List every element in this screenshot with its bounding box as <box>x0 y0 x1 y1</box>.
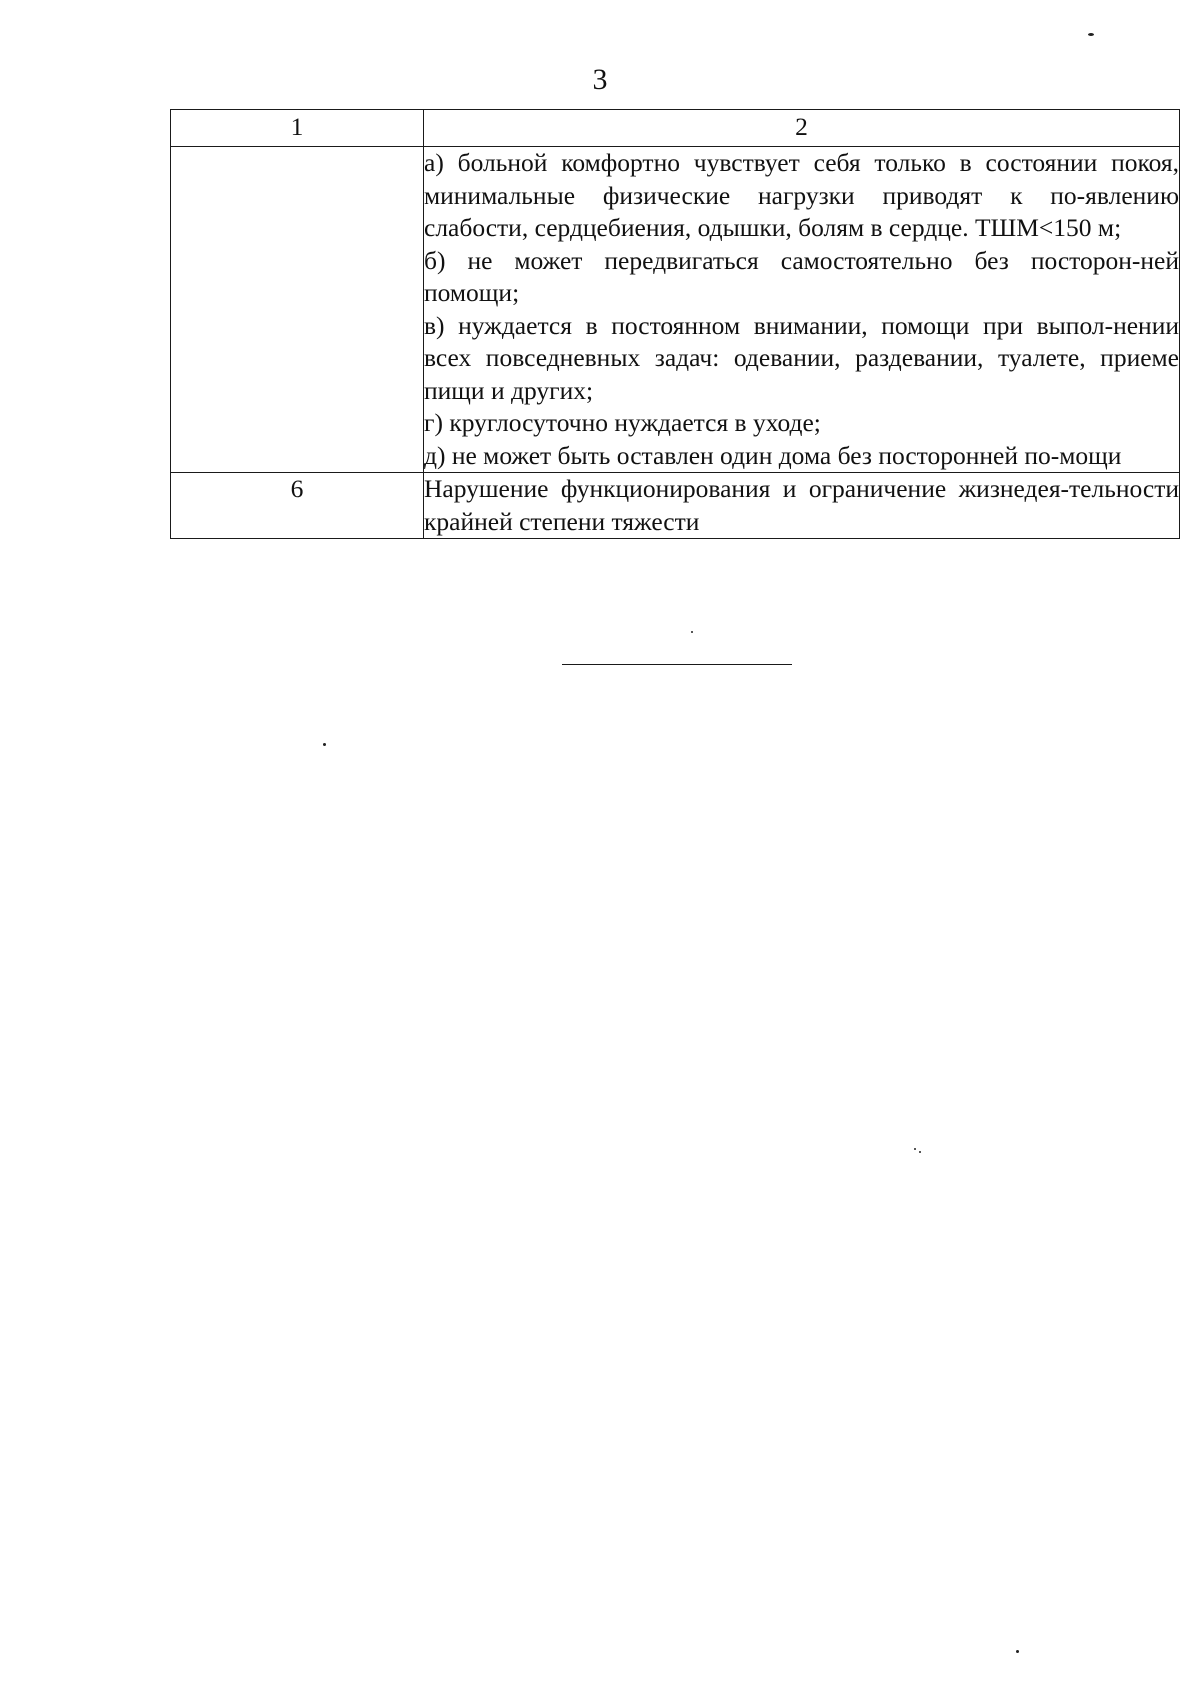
table-header-row <box>171 110 1180 147</box>
row-description-cell: Нарушение функционирования и ограничение жизнедея-тельности крайней степени тяжести <box>424 473 1180 539</box>
column-header-2: 2 <box>424 110 1180 147</box>
table-row <box>171 473 1180 539</box>
end-of-document-rule <box>562 664 792 665</box>
table-row <box>171 147 1180 473</box>
scan-speck <box>919 1151 921 1153</box>
scan-speck <box>1088 33 1094 36</box>
row-description-cell <box>424 147 1180 473</box>
list-item-c: в) нуждается в постоянном внимании, помощи при выпол-нении всех повседневных задач: одевании, раздевании, туалете, приеме пищи и других; <box>424 310 1179 405</box>
list-item-d: г) круглосуточно нуждается в уходе; <box>424 408 821 437</box>
column-header-1: 1 <box>171 110 424 147</box>
list-item-e: д) не может быть оставлен один дома без посторонней по-мощи <box>424 440 1122 470</box>
page-number: 3 <box>592 63 608 96</box>
scan-speck <box>323 743 326 746</box>
scan-speck <box>1016 1650 1019 1653</box>
list-item-a: а) больной комфортно чувствует себя только в состоянии покоя, минимальные физические нагрузки приводят к по-явлению слабости, сердцебиения, одышки, болям в сердце. ТШМ<150 м; <box>424 148 1179 242</box>
scan-speck <box>691 631 693 633</box>
scan-speck <box>914 1148 916 1150</box>
criteria-table <box>170 109 1180 539</box>
row-number-cell <box>171 147 424 473</box>
row-number-cell: 6 <box>171 473 424 539</box>
list-item-b: б) не может передвигаться самостоятельно без посторон-ней помощи; <box>424 245 1179 307</box>
